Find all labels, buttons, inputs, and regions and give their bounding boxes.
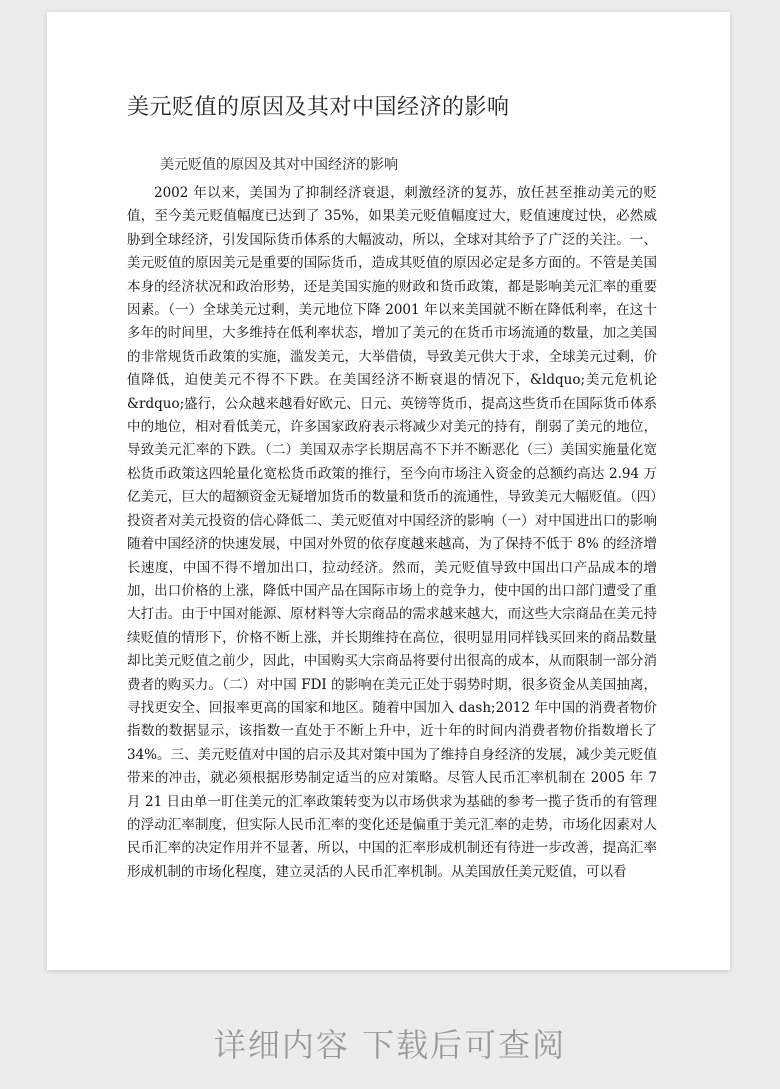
document-body: 2002 年以来，美国为了抑制经济衰退，刺激经济的复苏，放任甚至推动美元的贬值，至今美元贬值幅度已达到了 35%，如果美元贬值幅度过大，贬值速度过快，必然威胁到全球经济，引发国际货币体系的大幅波动，所以，全球对其给予了广泛的关注。一、美元贬值的原因美元是重要的国际货币，造成其贬值的原因必定是多方面的。不管是美国本身的经济状况和政治形势，还是美国实施的财政和货币政策，都是影响美元汇率的重要因素。（一）全球美元过剩，美元地位下降 2001 年以来美国就不断在降低利率，在这十多年的时间里，大多维持在低利率状态，增加了美元的在货币市场流通的数量，加之美国的非常规货币政策的实施，滥发美元，大举借债，导致美元供大于求，全球美元过剩，价值降低，迫使美元不得不下跌。在美国经济不断衰退的情况下，&ldquo;美元危机论&rdquo;盛行，公众越来越看好欧元、日元、英镑等货币，提高这些货币在国际货币体系中的地位，相对看低美元，许多国家政府表示将减少对美元的持有，削弱了美元的地位，导致美元汇率的下跌。（二）美国双赤字长期居高不下并不断恶化（三）美国实施量化宽松货币政策这四轮量化宽松货币政策的推行，至今向市场注入资金的总额约高达 2.94 万亿美元，巨大的超额资金无疑增加货币的数量和货币的流通性，导致美元大幅贬值。（四）投资者对美元投资的信心降低二、美元贬值对中国经济的影响（一）对中国进出口的影响随着中国经济的快速发展，中国对外贸的依存度越来越高，为了保持不低于 8% 的经济增长速度，中国不得不增加出口，拉动经济。然而，美元贬值导致中国出口产品成本的增加，出口价格的上涨，降低中国产品在国际市场上的竞争力，使中国的出口部门遭受了重大打击。由于中国对能源、原材料等大宗商品的需求越来越大，而这些大宗商品在美元持续贬值的情形下，价格不断上涨，并长期维持在高位，很明显用同样钱买回来的商品数量却比美元贬值之前少，因此，中国购买大宗商品将要付出很高的成本，从而限制一部分消费者的购买力。（二）对中国 FDI 的影响在美元正处于弱势时期，很多资金从美国抽离，寻找更安全、回报率更高的国家和地区。随着中国加入 dash;2012 年中国的消费者物价指数的数据显示，该指数一直处于不断上升中，近十年的时间内消费者物价指数增长了 34%。三、美元贬值对中国的启示及其对策中国为了维持自身经济的发展，减少美元贬值带来的冲击，就必须根据形势制定适当的应对策略。尽管人民币汇率机制在 2005 年 7 月 21 日由单一盯住美元的汇率政策转变为以市场供求为基础的参考一揽子货币的有管理的浮动汇率制度，但实际人民币汇率的变化还是偏重于美元汇率的走势，市场化因素对人民币汇率的决定作用并不显著，所以，中国的汇率形成机制还有待进一步改善，提高汇率形成机制的市场化程度，建立灵活的人民币汇率机制。从美国放任美元贬值，可以看 <box>127 185 657 880</box>
document-subtitle: 美元贬值的原因及其对中国经济的影响 <box>160 157 398 173</box>
download-prompt[interactable]: 详细内容 下载后可查阅 <box>213 1026 567 1064</box>
document-page <box>47 12 730 970</box>
document-title: 美元贬值的原因及其对中国经济的影响 <box>127 95 510 120</box>
